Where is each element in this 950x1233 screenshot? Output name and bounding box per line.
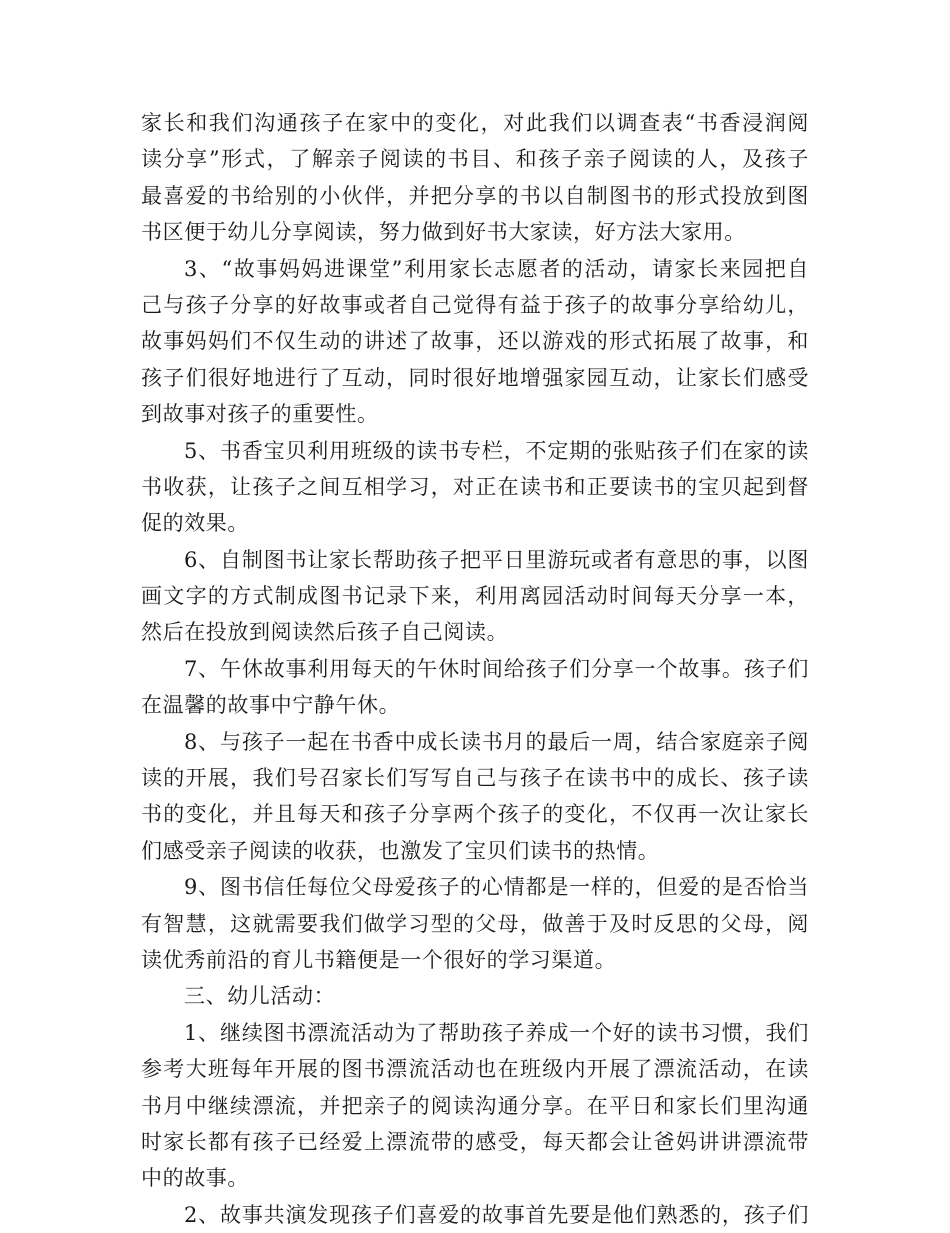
- text-line: 有智慧，这就需要我们做学习型的父母，做善于及时反思的父母，阅: [141, 911, 809, 936]
- text-line: 己与孩子分享的好故事或者自己觉得有益于孩子的故事分享给幼儿，: [141, 292, 809, 317]
- text-line: 促的效果。: [141, 511, 249, 536]
- text-line: 孩子们很好地进行了互动，同时很好地增强家园互动，让家长们感受: [141, 365, 809, 390]
- text-line: 中的故事。: [141, 1166, 249, 1191]
- text-line: 读优秀前沿的育儿书籍便是一个很好的学习渠道。: [141, 947, 617, 972]
- paragraph-first-line: 3、“故事妈妈进课堂”利用家长志愿者的活动，请家长来园把自: [184, 256, 809, 281]
- paragraph-first-line: 8、与孩子一起在书香中成长读书月的最后一周，结合家庭亲子阅: [184, 729, 809, 754]
- document-body: [141, 105, 809, 1233]
- text-line: 书收获，让孩子之间互相学习，对正在读书和正要读书的宝贝起到督: [141, 474, 809, 499]
- text-line: 故事妈妈们不仅生动的讲述了故事，还以游戏的形式拓展了故事，和: [141, 329, 809, 354]
- text-line: 到故事对孩子的重要性。: [141, 402, 379, 427]
- text-line: 书月中继续漂流，并把亲子的阅读沟通分享。在平日和家长们里沟通: [141, 1093, 809, 1118]
- text-line: 画文字的方式制成图书记录下来，利用离园活动时间每天分享一本，: [141, 584, 809, 609]
- paragraph-first-line: 7、午休故事利用每天的午休时间给孩子们分享一个故事。孩子们: [184, 656, 809, 681]
- text-line: 最喜爱的书给别的小伙伴，并把分享的书以自制图书的形式投放到图: [141, 183, 809, 208]
- text-line: 书区便于幼儿分享阅读，努力做到好书大家读，好方法大家用。: [141, 220, 746, 245]
- text-line: 书的变化，并且每天和孩子分享两个孩子的变化，不仅再一次让家长: [141, 802, 809, 827]
- text-line: 们感受亲子阅读的收获，也激发了宝贝们读书的热情。: [141, 838, 660, 863]
- paragraph-first-line: 5、书香宝贝利用班级的读书专栏，不定期的张贴孩子们在家的读: [184, 438, 809, 463]
- text-line: 在温馨的故事中宁静午休。: [141, 693, 401, 718]
- text-line: 读分享”形式，了解亲子阅读的书目、和孩子亲子阅读的人，及孩子: [141, 147, 809, 172]
- section-heading: 三、幼儿活动：: [184, 984, 336, 1009]
- text-line: 参考大班每年开展的图书漂流活动也在班级内开展了漂流活动，在读: [141, 1057, 809, 1082]
- text-line: 读的开展，我们号召家长们写写自己与孩子在读书中的成长、孩子读: [141, 766, 809, 791]
- text-line: 家长和我们沟通孩子在家中的变化，对此我们以调查表“书香浸润阅: [141, 111, 809, 135]
- paragraph-first-line: 1、继续图书漂流活动为了帮助孩子养成一个好的读书习惯，我们: [184, 1020, 809, 1045]
- paragraph-first-line: 2、故事共演发现孩子们喜爱的故事首先要是他们熟悉的，孩子们: [184, 1202, 809, 1227]
- text-line: 然后在投放到阅读然后孩子自己阅读。: [141, 620, 509, 645]
- paragraph-first-line: 6、自制图书让家长帮助孩子把平日里游玩或者有意思的事，以图: [184, 547, 809, 572]
- text-line: 时家长都有孩子已经爱上漂流带的感受，每天都会让爸妈讲讲漂流带: [141, 1129, 809, 1154]
- paragraph-first-line: 9、图书信任每位父母爱孩子的心情都是一样的，但爱的是否恰当: [184, 875, 809, 900]
